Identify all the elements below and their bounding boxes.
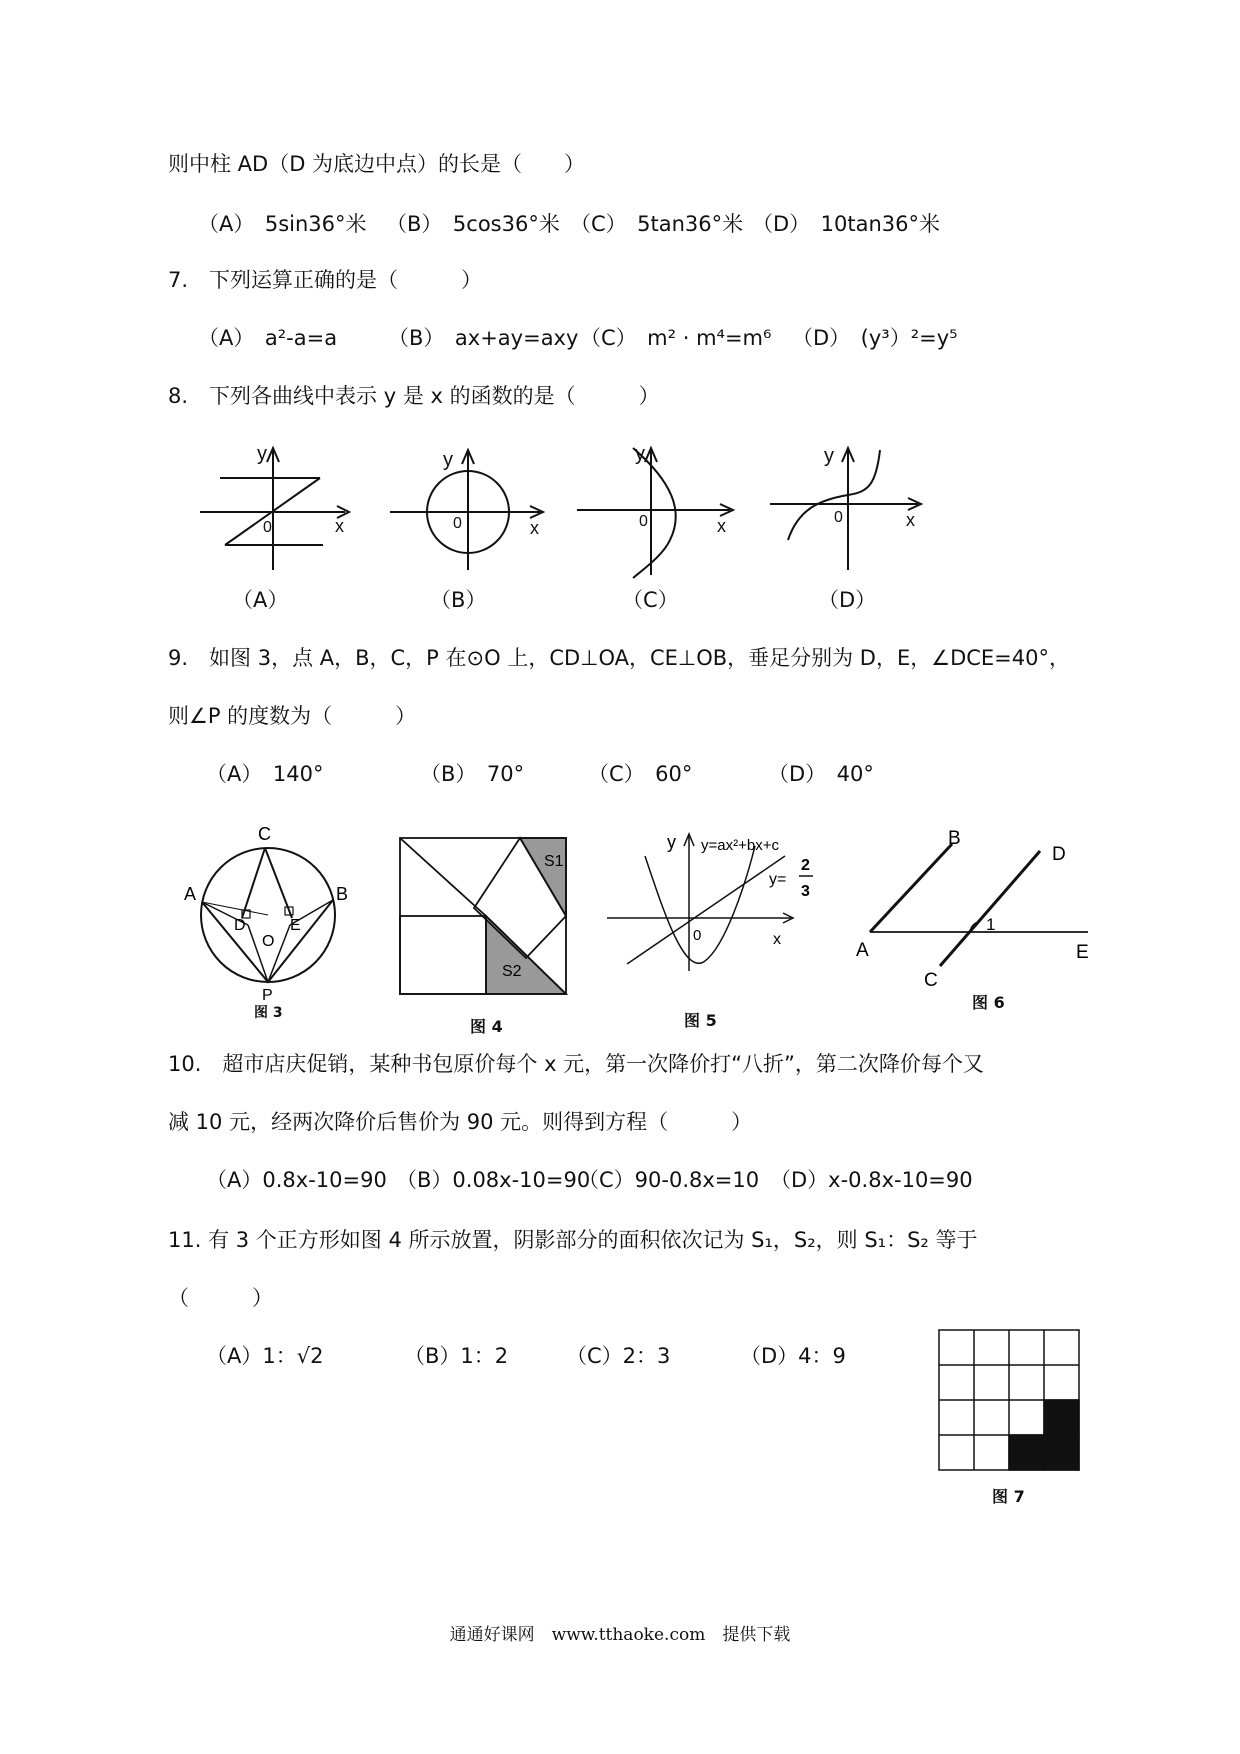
figure-7-grid bbox=[938, 1328, 1082, 1474]
q6-option-b: （B） 5cos36°米 bbox=[386, 212, 560, 236]
fig5-label-x: x bbox=[773, 931, 781, 948]
q8b-y-label: y bbox=[443, 449, 453, 471]
q9-option-c: （C） 60° bbox=[588, 762, 693, 786]
q7-option-b: （B） ax+ay=axy bbox=[388, 326, 579, 350]
figure-5-caption: 图 5 bbox=[684, 1011, 717, 1030]
q11-stem: 11. 有 3 个正方形如图 4 所示放置，阴影部分的面积依次记为 S₁，S₂，则 S₁：S₂ 等于 bbox=[168, 1228, 978, 1252]
q7-option-a: （A） a²-a=a bbox=[198, 326, 338, 350]
q6-option-c: （C） 5tan36°米 bbox=[570, 212, 744, 236]
q11-option-a: （A）1：√2 bbox=[206, 1344, 324, 1368]
figure-3-caption: 图 3 bbox=[254, 1005, 283, 1021]
q7-option-d: （D） (y³）²=y⁵ bbox=[792, 326, 958, 350]
q8b-origin: 0 bbox=[453, 515, 462, 532]
fig3-label-d: D bbox=[234, 917, 246, 934]
fig6-label-e: E bbox=[1076, 942, 1089, 963]
fig3-label-e: E bbox=[290, 917, 301, 934]
q8a-x-label: x bbox=[335, 516, 344, 536]
fig3-label-a: A bbox=[184, 884, 197, 904]
q10-option-d: （D）x-0.8x-10=90 bbox=[770, 1168, 973, 1192]
q10-option-c: （C）90-0.8x=10 bbox=[578, 1168, 760, 1192]
fig3-label-b: B bbox=[336, 884, 349, 904]
fig3-label-p: P bbox=[262, 987, 273, 1004]
fig6-label-1: 1 bbox=[986, 915, 996, 934]
q8-graph-c bbox=[575, 440, 745, 585]
q11-option-b: （B）1：2 bbox=[404, 1344, 509, 1368]
fig6-label-b: B bbox=[948, 828, 961, 849]
q10-stem-2: 减 10 元，经两次降价后售价为 90 元。则得到方程（ ） bbox=[168, 1110, 753, 1134]
q8-graph-d bbox=[768, 440, 938, 580]
figure-3-circle bbox=[180, 820, 360, 1030]
q8c-x-label: x bbox=[717, 516, 726, 536]
q8-graph-b-label: （B） bbox=[430, 588, 487, 612]
q11-stem-2: （ ） bbox=[168, 1286, 273, 1310]
fig6-label-a: A bbox=[856, 940, 869, 961]
q10-option-b: （B）0.08x-10=90 bbox=[396, 1168, 591, 1192]
q8a-y-label: y bbox=[257, 443, 267, 465]
figure-4-squares bbox=[398, 836, 573, 998]
q11-option-d: （D）4：9 bbox=[740, 1344, 846, 1368]
fig3-label-o: O bbox=[262, 933, 275, 950]
q6-option-a: （A） 5sin36°米 bbox=[198, 212, 367, 236]
q7-stem: 7. 下列运算正确的是（ ） bbox=[168, 268, 483, 292]
q9-option-d: （D） 40° bbox=[768, 762, 874, 786]
fig5-label-y: y bbox=[667, 832, 676, 852]
q6-stem: 则中柱 AD（D 为底边中点）的长是（ ） bbox=[168, 152, 586, 176]
q8c-y-label: y bbox=[635, 443, 645, 465]
q9-stem-2: 则∠P 的度数为（ ） bbox=[168, 704, 417, 728]
q8-stem: 8. 下列各曲线中表示 y 是 x 的函数的是（ ） bbox=[168, 384, 660, 408]
figure-6-caption: 图 6 bbox=[972, 993, 1005, 1012]
figure-5-parabola bbox=[605, 826, 815, 976]
figure-6-parallel-lines bbox=[850, 826, 1090, 991]
fig5-label-origin: 0 bbox=[693, 927, 702, 944]
fig5-label-line: y= bbox=[769, 871, 787, 888]
q10-option-a: （A）0.8x-10=90 bbox=[206, 1168, 387, 1192]
page-footer: 通通好课网 www.tthaoke.com 提供下载 bbox=[449, 1625, 791, 1645]
fig3-label-c: C bbox=[258, 824, 271, 844]
fig6-label-d: D bbox=[1052, 844, 1066, 865]
q8-graph-d-label: （D） bbox=[818, 588, 877, 612]
figure-4-caption: 图 4 bbox=[470, 1017, 503, 1036]
q9-stem: 9. 如图 3，点 A，B，C，P 在⊙O 上，CD⊥OA，CE⊥OB，垂足分别为 D，E，∠DCE=40°， bbox=[168, 646, 1070, 670]
q8-graph-a bbox=[195, 440, 365, 580]
fig5-label-den: 3 bbox=[801, 883, 810, 900]
q9-option-b: （B） 70° bbox=[420, 762, 525, 786]
q8-graph-a-label: （A） bbox=[232, 588, 289, 612]
q8-graph-c-label: （C） bbox=[622, 588, 679, 612]
figure-7-caption: 图 7 bbox=[992, 1487, 1025, 1506]
fig4-label-s2: S2 bbox=[502, 963, 522, 980]
q6-option-d: （D） 10tan36°米 bbox=[752, 212, 941, 236]
q8-graph-b bbox=[385, 440, 555, 580]
q8d-y-label: y bbox=[824, 445, 834, 467]
q8d-origin: 0 bbox=[834, 509, 843, 526]
fig6-label-c: C bbox=[924, 970, 938, 991]
q8a-origin: 0 bbox=[263, 519, 272, 536]
fig5-label-parabola: y=ax²+bx+c bbox=[701, 837, 779, 854]
q7-option-c: （C） m² · m⁴=m⁶ bbox=[580, 326, 772, 350]
q8b-x-label: x bbox=[530, 518, 539, 538]
fig4-label-s1: S1 bbox=[544, 853, 564, 870]
q11-option-c: （C）2：3 bbox=[566, 1344, 671, 1368]
fig5-label-num: 2 bbox=[801, 857, 810, 874]
q10-stem: 10. 超市店庆促销，某种书包原价每个 x 元，第一次降价打“八折”，第二次降价每个又 bbox=[168, 1052, 984, 1076]
q9-option-a: （A） 140° bbox=[206, 762, 324, 786]
q8d-x-label: x bbox=[906, 510, 915, 530]
q8c-origin: 0 bbox=[639, 513, 648, 530]
